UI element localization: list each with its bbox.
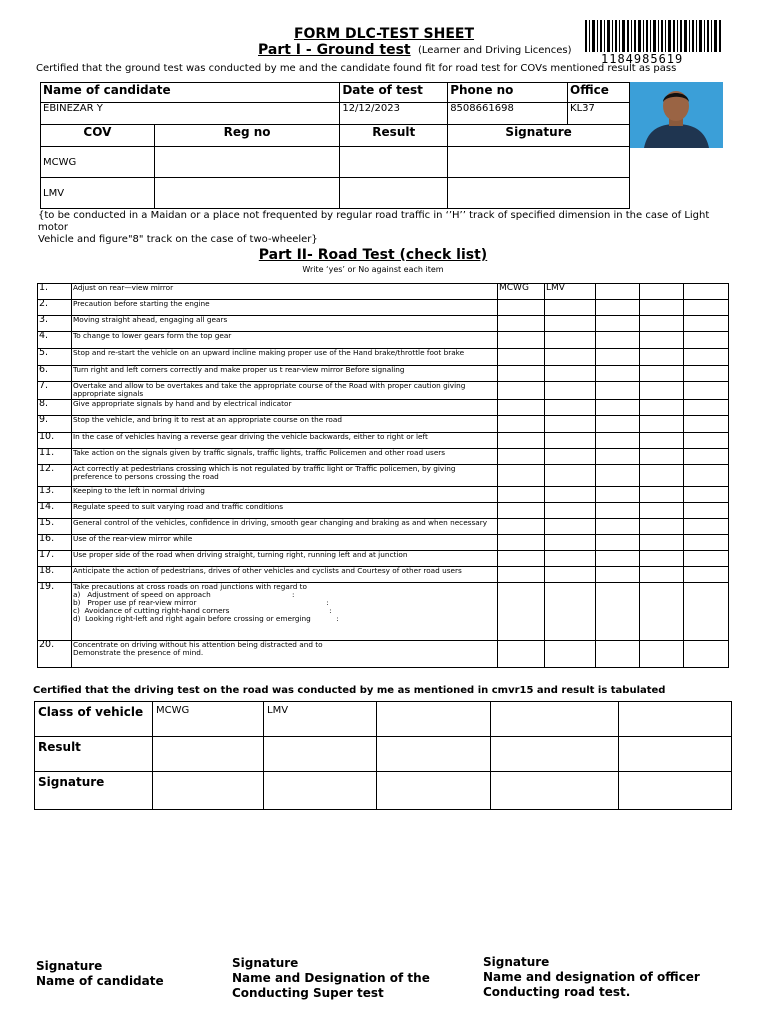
checklist-answer-cell[interactable] bbox=[498, 349, 545, 366]
checklist-answer-cell[interactable] bbox=[596, 284, 640, 300]
checklist-answer-cell[interactable] bbox=[596, 382, 640, 400]
header-reg-no: Reg no bbox=[154, 125, 340, 147]
checklist-answer-cell[interactable] bbox=[498, 449, 545, 465]
checklist-answer-cell[interactable] bbox=[640, 567, 684, 583]
class-lmv: LMV bbox=[264, 702, 377, 737]
checklist-answer-cell[interactable] bbox=[498, 416, 545, 433]
header-name-of-candidate: Name of candidate bbox=[41, 83, 340, 103]
checklist-answer-cell[interactable] bbox=[596, 641, 640, 668]
checklist-row bbox=[38, 567, 729, 583]
checklist-item-text: Concentrate on driving without his attention being distracted and to Demonstrate the presence of mind. bbox=[72, 641, 498, 668]
signature-caption: Conducting Super test bbox=[232, 986, 384, 1000]
header-cov: COV bbox=[41, 125, 155, 147]
label-class-of-vehicle: Class of vehicle bbox=[35, 702, 153, 737]
checklist-item-number: 17. bbox=[38, 551, 72, 567]
checklist-row bbox=[38, 503, 729, 519]
checklist-answer-cell[interactable] bbox=[640, 519, 684, 535]
checklist-answer-cell[interactable] bbox=[498, 433, 545, 449]
checklist-item-text: Take action on the signals given by traffic signals, traffic lights, traffic Policemen and other road users bbox=[72, 449, 498, 465]
candidate-name: EBINEZAR Y bbox=[41, 103, 340, 125]
checklist-answer-cell[interactable] bbox=[498, 535, 545, 551]
checklist-item-number: 13. bbox=[38, 487, 72, 503]
checklist-answer-cell[interactable] bbox=[684, 433, 729, 449]
checklist-answer-cell[interactable] bbox=[545, 332, 596, 349]
checklist-answer-cell[interactable] bbox=[498, 382, 545, 400]
checklist-answer-cell[interactable] bbox=[640, 400, 684, 416]
part2-instruction: Write ‘yes’ or No against each item bbox=[302, 265, 444, 274]
checklist-item-text: Take precautions at cross roads on road junctions with regard to a) Adjustment of speed on approach : b) Proper use pf rear-view mirror : c) Avoidance of cutting right-hand corners : d) Looking right-left and right again before crossing or emerging : bbox=[72, 583, 498, 641]
signature-cell[interactable] bbox=[491, 772, 619, 810]
checklist-answer-cell[interactable] bbox=[596, 433, 640, 449]
class-cell[interactable] bbox=[491, 702, 619, 737]
officer-signature-block bbox=[483, 955, 700, 1000]
checklist-item-number: 8. bbox=[38, 400, 72, 416]
road-test-checklist bbox=[37, 283, 729, 668]
supervisor-signature-block bbox=[232, 956, 430, 1001]
checklist-answer-cell[interactable] bbox=[545, 641, 596, 668]
checklist-answer-cell[interactable] bbox=[684, 503, 729, 519]
checklist-item-text: Use of the rear-view mirror while bbox=[72, 535, 498, 551]
checklist-answer-cell[interactable] bbox=[684, 332, 729, 349]
checklist-answer-cell[interactable] bbox=[596, 535, 640, 551]
checklist-answer-cell[interactable] bbox=[545, 583, 596, 641]
phone-number: 8508661698 bbox=[448, 103, 568, 125]
checklist-item-number: 16. bbox=[38, 535, 72, 551]
checklist-answer-cell[interactable] bbox=[640, 583, 684, 641]
checklist-answer-cell[interactable] bbox=[498, 567, 545, 583]
checklist-item-text: Turn right and left corners correctly and make proper us t rear-view mirror Before signaling bbox=[72, 366, 498, 382]
signature-cell[interactable] bbox=[377, 772, 491, 810]
checklist-answer-cell[interactable] bbox=[545, 449, 596, 465]
signature-label: Signature bbox=[483, 955, 550, 969]
signature-cell[interactable] bbox=[153, 772, 264, 810]
checklist-answer-cell[interactable] bbox=[684, 349, 729, 366]
checklist-item-number: 3. bbox=[38, 316, 72, 332]
checklist-answer-cell[interactable] bbox=[640, 300, 684, 316]
checklist-answer-cell[interactable] bbox=[684, 551, 729, 567]
checklist-item-number: 20. bbox=[38, 641, 72, 668]
checklist-item-number: 10. bbox=[38, 433, 72, 449]
signature-caption: Name and Designation of the bbox=[232, 971, 430, 985]
checklist-answer-cell[interactable] bbox=[684, 366, 729, 382]
checklist-answer-cell[interactable] bbox=[596, 519, 640, 535]
signature-caption: Name of candidate bbox=[36, 974, 164, 988]
checklist-answer-cell[interactable] bbox=[498, 332, 545, 349]
checklist-answer-cell[interactable] bbox=[684, 535, 729, 551]
checklist-answer-cell[interactable] bbox=[596, 416, 640, 433]
checklist-row bbox=[38, 400, 729, 416]
checklist-item-text: Regulate speed to suit varying road and traffic conditions bbox=[72, 503, 498, 519]
checklist-answer-cell[interactable] bbox=[596, 300, 640, 316]
checklist-answer-cell[interactable] bbox=[498, 551, 545, 567]
checklist-item-number: 9. bbox=[38, 416, 72, 433]
checklist-row bbox=[38, 551, 729, 567]
signature-cell[interactable] bbox=[619, 772, 732, 810]
barcode-number: 1184985619 bbox=[601, 52, 684, 66]
checklist-item-number: 2. bbox=[38, 300, 72, 316]
checklist-answer-cell[interactable] bbox=[684, 284, 729, 300]
checklist-item-text: To change to lower gears form the top gear bbox=[72, 332, 498, 349]
class-cell[interactable] bbox=[377, 702, 491, 737]
class-cell[interactable] bbox=[619, 702, 732, 737]
ground-test-note bbox=[38, 210, 728, 246]
candidate-table bbox=[40, 82, 630, 209]
result-cell[interactable] bbox=[377, 737, 491, 772]
cov-lmv: LMV bbox=[41, 178, 155, 209]
checklist-row bbox=[38, 535, 729, 551]
checklist-item-number: 15. bbox=[38, 519, 72, 535]
checklist-answer-cell[interactable] bbox=[640, 641, 684, 668]
checklist-row bbox=[38, 300, 729, 316]
checklist-answer-cell[interactable] bbox=[640, 551, 684, 567]
header-result: Result bbox=[340, 125, 448, 147]
checklist-answer-cell[interactable] bbox=[640, 382, 684, 400]
checklist-answer-cell[interactable] bbox=[684, 465, 729, 487]
form-title: FORM DLC-TEST SHEET bbox=[293, 26, 475, 42]
checklist-answer-cell[interactable] bbox=[684, 641, 729, 668]
signature-label: Signature bbox=[36, 959, 103, 973]
part1-note: (Learner and Driving Licences) bbox=[418, 45, 572, 56]
checklist-row bbox=[38, 316, 729, 332]
checklist-answer-cell[interactable] bbox=[596, 349, 640, 366]
checklist-row bbox=[38, 641, 729, 668]
checklist-item-number: 14. bbox=[38, 503, 72, 519]
checklist-item-text: Precaution before starting the engine bbox=[72, 300, 498, 316]
checklist-item-text: Moving straight ahead, engaging all gears bbox=[72, 316, 498, 332]
signature-cell[interactable] bbox=[264, 772, 377, 810]
checklist-answer-cell[interactable] bbox=[640, 487, 684, 503]
checklist-answer-cell[interactable] bbox=[640, 433, 684, 449]
checklist-item-number: 5. bbox=[38, 349, 72, 366]
checklist-item-number: 12. bbox=[38, 465, 72, 487]
cov-mcwg: MCWG bbox=[41, 147, 155, 178]
result-cell[interactable] bbox=[153, 737, 264, 772]
checklist-row bbox=[38, 366, 729, 382]
checklist-row bbox=[38, 349, 729, 366]
checklist-item-number: 18. bbox=[38, 567, 72, 583]
checklist-answer-cell[interactable] bbox=[545, 519, 596, 535]
checklist-answer-cell[interactable] bbox=[684, 583, 729, 641]
signature-cell[interactable] bbox=[448, 147, 630, 178]
checklist-answer-cell[interactable] bbox=[684, 487, 729, 503]
checklist-answer-cell[interactable] bbox=[545, 551, 596, 567]
signature-caption: Conducting road test. bbox=[483, 985, 631, 999]
ground-note-line: Vehicle and figure"8" track on the case of two-wheeler} bbox=[38, 234, 318, 245]
part2-title: Part II- Road Test (check list) bbox=[258, 247, 488, 263]
checklist-row bbox=[38, 433, 729, 449]
checklist-answer-cell[interactable] bbox=[596, 503, 640, 519]
checklist-answer-cell[interactable] bbox=[498, 400, 545, 416]
office-code: KL37 bbox=[568, 103, 630, 125]
checklist-item-text: Give appropriate signals by hand and by electrical indicator bbox=[72, 400, 498, 416]
checklist-answer-cell[interactable] bbox=[684, 416, 729, 433]
road-test-certification: Certified that the driving test on the road was conducted by me as mentioned in cmvr15 and result is tabulated bbox=[33, 685, 666, 696]
signature-label: Signature bbox=[232, 956, 299, 970]
checklist-item-number: 4. bbox=[38, 332, 72, 349]
checklist-row bbox=[38, 449, 729, 465]
reg-no-cell[interactable] bbox=[154, 147, 340, 178]
header-date-of-test: Date of test bbox=[340, 83, 448, 103]
checklist-answer-cell[interactable] bbox=[498, 300, 545, 316]
checklist-item-number: 6. bbox=[38, 366, 72, 382]
signature-cell[interactable] bbox=[448, 178, 630, 209]
checklist-item-text: Stop the vehicle, and bring it to rest at an appropriate course on the road bbox=[72, 416, 498, 433]
header-phone-no: Phone no bbox=[448, 83, 568, 103]
checklist-answer-cell[interactable] bbox=[545, 535, 596, 551]
checklist-answer-cell[interactable] bbox=[684, 382, 729, 400]
checklist-answer-cell[interactable] bbox=[596, 551, 640, 567]
checklist-answer-cell[interactable] bbox=[596, 583, 640, 641]
checklist-answer-cell[interactable] bbox=[640, 349, 684, 366]
checklist-answer-cell[interactable] bbox=[684, 449, 729, 465]
checklist-row bbox=[38, 332, 729, 349]
checklist-item-text: Overtake and allow to be overtakes and take the appropriate course of the Road with proper caution giving appropriate signals bbox=[72, 382, 498, 400]
checklist-row bbox=[38, 519, 729, 535]
checklist-item-text: Anticipate the action of pedestrians, drives of other vehicles and cyclists and Courtesy of other road users bbox=[72, 567, 498, 583]
column-header-lmv: LMV bbox=[545, 284, 596, 300]
label-signature: Signature bbox=[35, 772, 153, 810]
checklist-answer-cell[interactable] bbox=[596, 465, 640, 487]
checklist-row bbox=[38, 465, 729, 487]
checklist-answer-cell[interactable] bbox=[545, 567, 596, 583]
checklist-answer-cell[interactable] bbox=[640, 416, 684, 433]
checklist-item-number: 1. bbox=[38, 284, 72, 300]
checklist-answer-cell[interactable] bbox=[640, 316, 684, 332]
ground-note-line: {to be conducted in a Maidan or a place not frequented by regular road traffic in ‘’H’’ track of specified dimension in the case of Light motor bbox=[38, 210, 710, 233]
checklist-answer-cell[interactable] bbox=[498, 366, 545, 382]
checklist-answer-cell[interactable] bbox=[684, 400, 729, 416]
checklist-item-text: Stop and re-start the vehicle on an upward incline making proper use of the Hand brake/throttle foot brake bbox=[72, 349, 498, 366]
checklist-answer-cell[interactable] bbox=[596, 567, 640, 583]
result-cell[interactable] bbox=[491, 737, 619, 772]
checklist-answer-cell[interactable] bbox=[596, 366, 640, 382]
checklist-answer-cell[interactable] bbox=[545, 300, 596, 316]
result-cell[interactable] bbox=[264, 737, 377, 772]
checklist-row bbox=[38, 382, 729, 400]
checklist-answer-cell[interactable] bbox=[640, 449, 684, 465]
checklist-answer-cell[interactable] bbox=[498, 641, 545, 668]
checklist-answer-cell[interactable] bbox=[545, 349, 596, 366]
checklist-item-number: 19. bbox=[38, 583, 72, 641]
checklist-answer-cell[interactable] bbox=[640, 332, 684, 349]
column-header-mcwg: MCWG bbox=[498, 284, 545, 300]
checklist-answer-cell[interactable] bbox=[684, 567, 729, 583]
reg-no-cell[interactable] bbox=[154, 178, 340, 209]
checklist-answer-cell[interactable] bbox=[545, 487, 596, 503]
checklist-answer-cell[interactable] bbox=[498, 316, 545, 332]
checklist-item-number: 11. bbox=[38, 449, 72, 465]
result-cell[interactable] bbox=[340, 147, 448, 178]
checklist-answer-cell[interactable] bbox=[545, 382, 596, 400]
checklist-answer-cell[interactable] bbox=[596, 332, 640, 349]
checklist-item-text: Keeping to the left in normal driving bbox=[72, 487, 498, 503]
candidate-signature-block bbox=[36, 959, 164, 989]
checklist-answer-cell[interactable] bbox=[640, 535, 684, 551]
checklist-answer-cell[interactable] bbox=[545, 465, 596, 487]
barcode bbox=[585, 20, 723, 52]
signature-caption: Name and designation of officer bbox=[483, 970, 700, 984]
label-result: Result bbox=[35, 737, 153, 772]
checklist-item-text: Use proper side of the road when driving straight, turning right, running left and at junction bbox=[72, 551, 498, 567]
candidate-photo bbox=[630, 82, 723, 148]
checklist-answer-cell[interactable] bbox=[545, 503, 596, 519]
checklist-answer-cell[interactable] bbox=[684, 300, 729, 316]
checklist-item-text: Act correctly at pedestrians crossing which is not regulated by traffic light or Traffic policemen, by giving preference to persons crossing the road bbox=[72, 465, 498, 487]
checklist-answer-cell[interactable] bbox=[640, 366, 684, 382]
result-cell[interactable] bbox=[340, 178, 448, 209]
checklist-answer-cell[interactable] bbox=[596, 400, 640, 416]
road-test-result-table bbox=[34, 701, 732, 810]
checklist-answer-cell[interactable] bbox=[684, 316, 729, 332]
checklist-answer-cell[interactable] bbox=[596, 316, 640, 332]
checklist-answer-cell[interactable] bbox=[545, 316, 596, 332]
checklist-row bbox=[38, 487, 729, 503]
ground-test-certification: Certified that the ground test was conducted by me and the candidate found fit for road test for COVs mentioned result as pass bbox=[36, 63, 677, 74]
checklist-answer-cell[interactable] bbox=[596, 449, 640, 465]
checklist-answer-cell[interactable] bbox=[596, 487, 640, 503]
part1-title: Part I - Ground test bbox=[258, 42, 411, 58]
checklist-row bbox=[38, 416, 729, 433]
test-date: 12/12/2023 bbox=[340, 103, 448, 125]
result-cell[interactable] bbox=[619, 737, 732, 772]
checklist-row bbox=[38, 583, 729, 641]
checklist-answer-cell[interactable] bbox=[640, 503, 684, 519]
checklist-item-text: In the case of vehicles having a reverse gear driving the vehicle backwards, either to right or left bbox=[72, 433, 498, 449]
checklist-answer-cell[interactable] bbox=[498, 503, 545, 519]
checklist-answer-cell[interactable] bbox=[640, 284, 684, 300]
checklist-item-number: 7. bbox=[38, 382, 72, 400]
checklist-answer-cell[interactable] bbox=[498, 487, 545, 503]
checklist-item-text: Adjust on rear—view mirror bbox=[72, 284, 498, 300]
checklist-answer-cell[interactable] bbox=[498, 519, 545, 535]
header-signature: Signature bbox=[448, 125, 630, 147]
checklist-item-text: General control of the vehicles, confidence in driving, smooth gear changing and braking as and when necessary bbox=[72, 519, 498, 535]
checklist-answer-cell[interactable] bbox=[545, 400, 596, 416]
checklist-answer-cell[interactable] bbox=[684, 519, 729, 535]
header-office: Office bbox=[568, 83, 630, 103]
checklist-answer-cell[interactable] bbox=[545, 416, 596, 433]
class-mcwg: MCWG bbox=[153, 702, 264, 737]
checklist-answer-cell[interactable] bbox=[545, 433, 596, 449]
checklist-answer-cell[interactable] bbox=[640, 465, 684, 487]
checklist-answer-cell[interactable] bbox=[498, 465, 545, 487]
checklist-answer-cell[interactable] bbox=[545, 366, 596, 382]
checklist-row bbox=[38, 284, 729, 300]
checklist-answer-cell[interactable] bbox=[498, 583, 545, 641]
